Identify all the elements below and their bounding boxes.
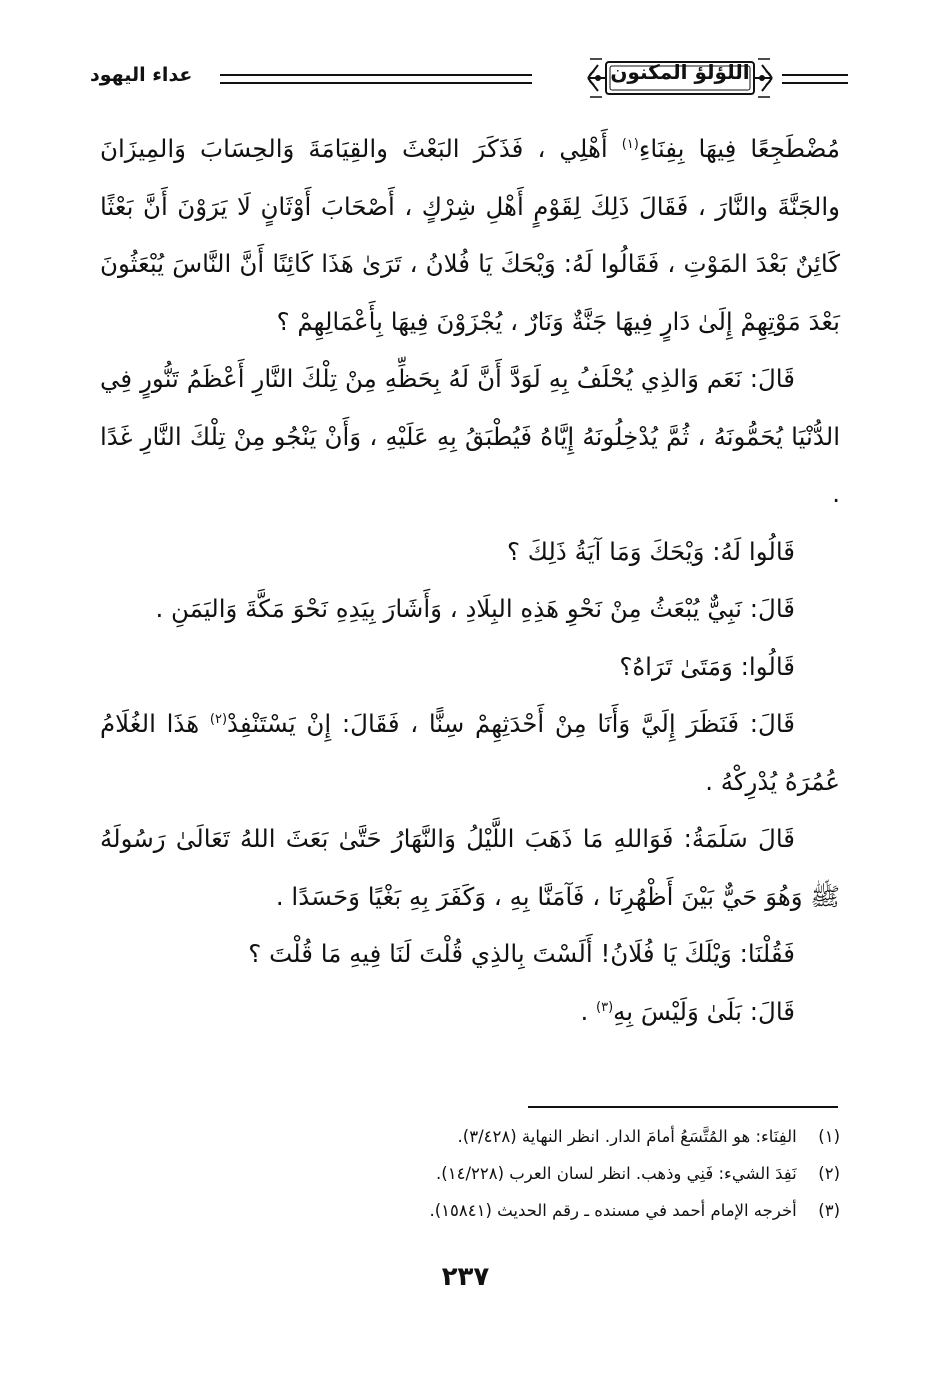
paragraph-6-part-a: قَالَ: فَنَظَرَ إِلَيَّ وَأَنَا مِنْ أَحْدَثِهِمْ سِنًّا ، فَقَالَ: إِنْ يَسْتَنْفِدْ — [227, 709, 795, 738]
main-text — [100, 120, 840, 1040]
paragraph-7: قَالَ سَلَمَةُ: فَوَاللهِ مَا ذَهَبَ اللَّيْلُ وَالنَّهَارُ حَتَّىٰ بَعَثَ اللهُ تَعَالَىٰ رَسُولَهُ ﷺ وَهُوَ حَيٌّ بَيْنَ أَظْهُرِنَا ، فَآمَنَّا بِهِ ، وَكَفَرَ بِهِ بَغْيًا وَحَسَدًا . — [100, 824, 840, 911]
paragraph-1-part-a: مُضْطَجِعًا فِيهَا بِفِنَاءِ — [638, 134, 840, 163]
footnote-text: الفِنَاء: هو المُتَّسَعُ أمامَ الدار. انظر النهاية (٣/٤٢٨). — [457, 1127, 797, 1146]
paragraph-4: قَالَ: نَبِيٌّ يُبْعَثُ مِنْ نَحْوِ هَذِهِ البِلَادِ ، وَأَشَارَ بِيَدِهِ نَحْوَ مَكَّةَ وَاليَمَنِ . — [155, 594, 795, 623]
book-title: اللؤلؤ المكنون — [610, 60, 750, 84]
footnote-number: (٢) — [818, 1164, 840, 1183]
paragraph-8: فَقُلْنَا: وَيْلَكَ يَا فُلَانُ! أَلَسْتَ بِالذِي قُلْتَ لَنَا فِيهِ مَا قُلْتَ ؟ — [248, 939, 795, 968]
paragraph-9 — [100, 983, 840, 1041]
paragraph-2: قَالَ: نَعَم وَالذِي يُحْلَفُ بِهِ لَوَدَّ أَنَّ لَهُ بِحَظِّهِ مِنْ تِلْكَ النَّارِ أَعْظَمُ تَنُّورٍ فِي الدُّنْيَا يُحَمُّونَهُ ، ثُمَّ يُدْخِلُونَهُ إِيَّاهُ فَيُطْبَقُ بِهِ عَلَيْهِ ، وَأَنْ يَنْجُو مِنْ تِلْكَ النَّارِ غَدًا . — [100, 364, 840, 508]
footnote-number: (١) — [818, 1127, 840, 1146]
footnote-item — [300, 1192, 840, 1229]
paragraph-6 — [100, 695, 840, 810]
paragraph-5: قَالُوا: وَمَتَىٰ تَرَاهُ؟ — [619, 651, 795, 681]
footnote-text: نَفِدَ الشيء: فَنِي وذهب. انظر لسان العرب (١٤/٢٢٨). — [436, 1164, 797, 1183]
header-rule-right — [782, 74, 848, 84]
paragraph-6-part-b: هَذَا الغُلَامُ عُمُرَهُ يُدْرِكْهُ . — [100, 709, 840, 796]
footnote-ref-3: (٣) — [596, 999, 614, 1015]
footnote-ref-1: (١) — [621, 136, 639, 152]
footnote-ref-2: (٢) — [209, 711, 228, 727]
footnote-item — [300, 1155, 840, 1192]
footnote-number: (٣) — [818, 1201, 840, 1220]
paragraph-9-part-a: قَالَ: بَلَىٰ وَلَيْسَ بِهِ — [613, 996, 795, 1026]
page-number: ٢٣٧ — [441, 1262, 490, 1292]
paragraph-1 — [100, 120, 840, 350]
running-header — [80, 48, 850, 108]
header-rule-left — [220, 74, 532, 84]
chapter-title: عداء اليهود — [90, 64, 193, 86]
footnote-item — [300, 1118, 840, 1155]
footnote-text: أخرجه الإمام أحمد في مسنده ـ رقم الحديث (١٥٨٤١). — [429, 1201, 797, 1220]
footnotes — [300, 1118, 840, 1229]
footnote-separator — [528, 1106, 838, 1108]
paragraph-9-part-b: . — [580, 996, 597, 1026]
paragraph-1-part-b: أَهْلِي ، فَذَكَرَ البَعْثَ والقِيَامَةَ وَالحِسَابَ وَالمِيزَانَ والجَنَّةَ والنَّارَ ، فَقَالَ ذَلِكَ لِقَوْمٍ أَهْلِ شِرْكٍ ، أَصْحَابَ أَوْثَانٍ لَا يَرَوْنَ أَنَّ بَعْثًا كَائِنٌ بَعْدَ المَوْتِ ، فَقَالُوا لَهُ: وَيْحَكَ يَا فُلانُ ، تَرَىٰ هَذَا كَائِنًا أَنَّ النَّاسَ يُبْعَثُونَ بَعْدَ مَوْتِهِمْ إِلَىٰ دَارٍ فِيهَا جَنَّةٌ وَنَارٌ ، يُجْزَوْنَ فِيهَا بِأَعْمَالِهِمْ ؟ — [100, 134, 840, 336]
paragraph-3: قَالُوا لَهُ: وَيْحَكَ وَمَا آيَةُ ذَلِكَ ؟ — [506, 536, 795, 566]
